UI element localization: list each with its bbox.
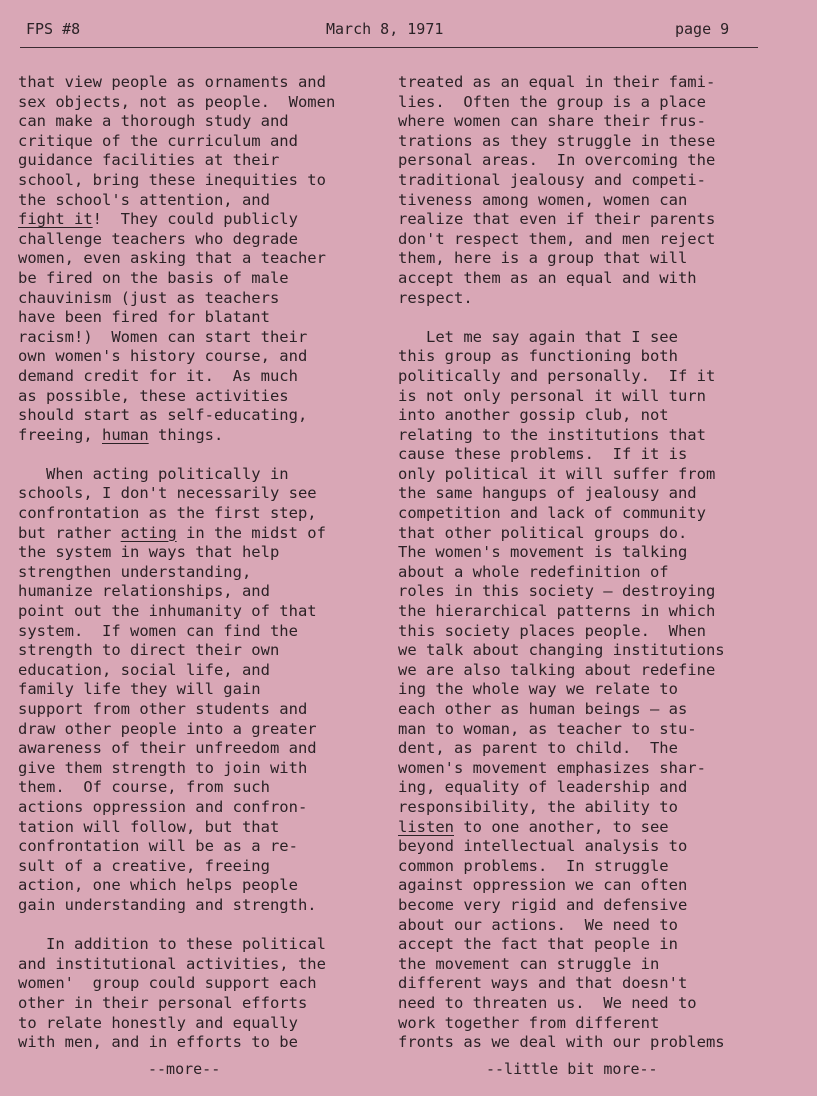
text-line: that view people as ornaments and bbox=[18, 73, 326, 91]
text-line: against oppression we can often bbox=[398, 876, 688, 895]
text-line: traditional jealousy and competi- bbox=[398, 170, 706, 189]
text-line: the school's attention, and bbox=[18, 190, 270, 209]
text-line: women' group could support each bbox=[18, 974, 317, 993]
text-segment: to one another, to see bbox=[454, 817, 669, 836]
text-line: critique of the curriculum and bbox=[18, 131, 298, 150]
text-line: humanize relationships, and bbox=[18, 582, 270, 601]
text-line: strength to direct their own bbox=[18, 641, 280, 660]
text-line: draw other people into a greater bbox=[18, 719, 317, 738]
text-line: own women's history course, and bbox=[18, 347, 308, 366]
text-segment: in the midst of bbox=[176, 523, 326, 542]
text-segment: freeing, bbox=[18, 425, 102, 444]
footer-more-left: --more-- bbox=[148, 1060, 221, 1078]
text-line: education, social life, and bbox=[18, 660, 270, 679]
text-line: the system in ways that help bbox=[18, 543, 280, 562]
text-line: relating to the institutions that bbox=[398, 425, 706, 444]
text-line: accept them as an equal and with bbox=[398, 268, 697, 287]
text-line: When acting politically in bbox=[18, 464, 289, 483]
text-line bbox=[18, 426, 378, 446]
text-line: tiveness among women, women can bbox=[398, 190, 688, 209]
underlined-word: fight it bbox=[18, 210, 93, 229]
text-line: this group as functioning both bbox=[398, 347, 678, 366]
issue-label: FPS #8 bbox=[26, 20, 81, 38]
text-line: awareness of their unfreedom and bbox=[18, 739, 317, 758]
text-line: have been fired for blatant bbox=[18, 308, 270, 327]
text-line: women, even asking that a teacher bbox=[18, 249, 326, 268]
text-line: to relate honestly and equally bbox=[18, 1013, 298, 1032]
underlined-word: listen bbox=[398, 817, 454, 836]
text-line: that other political groups do. bbox=[398, 523, 688, 542]
text-line: fronts as we deal with our problems bbox=[398, 1033, 725, 1052]
text-line: with men, and in efforts to be bbox=[18, 1033, 298, 1052]
underlined-word: acting bbox=[120, 523, 177, 542]
text-line: cause these problems. If it is bbox=[398, 445, 688, 464]
paragraph-break bbox=[398, 308, 770, 328]
text-line: the same hangups of jealousy and bbox=[398, 484, 697, 503]
text-line: work together from different bbox=[398, 1013, 660, 1032]
text-line: only political it will suffer from bbox=[398, 464, 716, 483]
text-line: can make a thorough study and bbox=[18, 112, 289, 131]
text-line: man to woman, as teacher to stu- bbox=[398, 719, 697, 738]
text-line: become very rigid and defensive bbox=[398, 895, 688, 914]
text-line bbox=[398, 818, 770, 838]
text-line: the movement can struggle in bbox=[398, 954, 660, 973]
text-line: as possible, these activities bbox=[18, 386, 289, 405]
text-segment: ! They could publicly bbox=[92, 210, 298, 229]
text-line: we are also talking about redefine bbox=[398, 660, 716, 679]
text-line: ing the whole way we relate to bbox=[398, 680, 678, 699]
text-line: confrontation will be as a re- bbox=[18, 837, 298, 856]
text-line: responsibility, the ability to bbox=[398, 797, 678, 816]
text-line bbox=[18, 210, 378, 230]
text-line: don't respect them, and men reject bbox=[398, 229, 716, 248]
text-segment: but rather bbox=[18, 523, 121, 542]
page-header bbox=[0, 20, 817, 44]
text-line: women's movement emphasizes shar- bbox=[398, 758, 706, 777]
text-line: give them strength to join with bbox=[18, 758, 308, 777]
text-line: beyond intellectual analysis to bbox=[398, 837, 688, 856]
page-number: page 9 bbox=[675, 20, 730, 38]
text-line: schools, I don't necessarily see bbox=[18, 484, 317, 503]
text-line: ing, equality of leadership and bbox=[398, 778, 688, 797]
text-line: confrontation as the first step, bbox=[18, 504, 317, 523]
text-line: respect. bbox=[398, 288, 473, 307]
text-line: about our actions. We need to bbox=[398, 915, 678, 934]
text-line bbox=[18, 524, 378, 544]
underlined-word: human bbox=[102, 425, 149, 444]
text-line: need to threaten us. We need to bbox=[398, 993, 697, 1012]
text-line: action, one which helps people bbox=[18, 876, 298, 895]
text-line: this society places people. When bbox=[398, 621, 706, 640]
text-line: and institutional activities, the bbox=[18, 954, 326, 973]
text-line: school, bring these inequities to bbox=[18, 170, 326, 189]
text-line: is not only personal it will turn bbox=[398, 386, 706, 405]
text-segment: things. bbox=[148, 425, 224, 444]
text-line: lies. Often the group is a place bbox=[398, 92, 706, 111]
text-line: different ways and that doesn't bbox=[398, 974, 688, 993]
text-line: each other as human beings — as bbox=[398, 700, 688, 718]
footer-more-right: --little bit more-- bbox=[486, 1060, 658, 1078]
text-line: should start as self-educating, bbox=[18, 406, 308, 425]
issue-date: March 8, 1971 bbox=[326, 20, 444, 38]
text-line: guidance facilities at their bbox=[18, 151, 280, 170]
text-line: system. If women can find the bbox=[18, 621, 298, 640]
text-line: challenge teachers who degrade bbox=[18, 229, 298, 248]
text-line: we talk about changing institutions bbox=[398, 641, 725, 660]
text-line: them. Of course, from such bbox=[18, 778, 270, 797]
text-line: gain understanding and strength. bbox=[18, 895, 317, 914]
text-line: accept the fact that people in bbox=[398, 935, 678, 954]
text-line: the hierarchical patterns in which bbox=[398, 602, 716, 621]
text-line: racism!) Women can start their bbox=[18, 327, 308, 346]
text-line: where women can share their frus- bbox=[398, 112, 706, 131]
text-line: treated as an equal in their fami- bbox=[398, 73, 716, 91]
text-line: sult of a creative, freeing bbox=[18, 856, 270, 875]
text-line: realize that even if their parents bbox=[398, 210, 716, 229]
text-line: The women's movement is talking bbox=[398, 543, 688, 562]
text-line: politically and personally. If it bbox=[398, 366, 716, 385]
text-line: personal areas. In overcoming the bbox=[398, 151, 716, 170]
text-line: into another gossip club, not bbox=[398, 406, 669, 425]
text-line: common problems. In struggle bbox=[398, 856, 669, 875]
text-line: competition and lack of community bbox=[398, 504, 706, 523]
text-line: chauvinism (just as teachers bbox=[18, 288, 280, 307]
left-column bbox=[18, 73, 378, 1053]
header-rule bbox=[20, 47, 758, 48]
text-line: actions oppression and confron- bbox=[18, 797, 308, 816]
text-line: trations as they struggle in these bbox=[398, 131, 716, 150]
text-line: other in their personal efforts bbox=[18, 993, 308, 1012]
text-line: Let me say again that I see bbox=[398, 327, 678, 346]
text-line: family life they will gain bbox=[18, 680, 261, 699]
text-line: In addition to these political bbox=[18, 935, 326, 954]
text-line: sex objects, not as people. Women bbox=[18, 92, 336, 111]
text-line: them, here is a group that will bbox=[398, 249, 688, 268]
text-line: point out the inhumanity of that bbox=[18, 602, 317, 621]
text-line: support from other students and bbox=[18, 700, 308, 718]
text-line: roles in this society — destroying bbox=[398, 582, 716, 601]
text-line: dent, as parent to child. The bbox=[398, 739, 678, 758]
text-line: strengthen understanding, bbox=[18, 562, 252, 581]
paragraph-break bbox=[18, 445, 378, 465]
paragraph-break bbox=[18, 916, 378, 936]
text-line: be fired on the basis of male bbox=[18, 268, 289, 287]
text-line: demand credit for it. As much bbox=[18, 366, 298, 385]
right-column bbox=[398, 73, 770, 1053]
text-line: about a whole redefinition of bbox=[398, 562, 669, 581]
text-line: tation will follow, but that bbox=[18, 817, 280, 836]
